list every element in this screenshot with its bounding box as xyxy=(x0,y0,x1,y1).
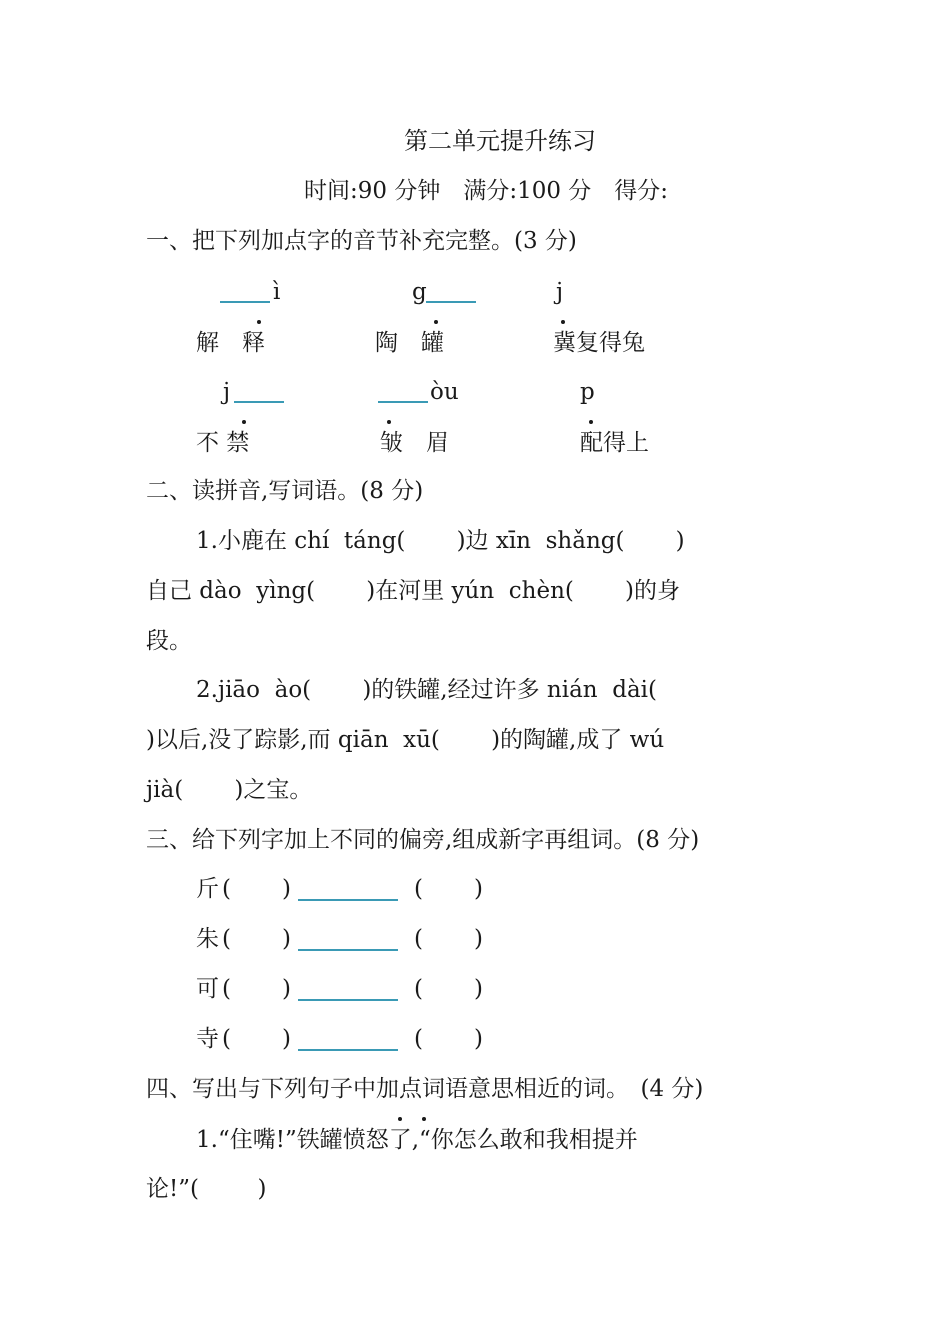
question-line: 自己 dào yìng( )在河里 yún chèn( )的身 xyxy=(146,578,681,604)
pinyin-hint: j xyxy=(556,279,564,305)
question-line: 1.“住嘴!”铁罐愤怒了,“你怎么敢和我相提并 xyxy=(196,1127,638,1153)
radical-char: 寺 xyxy=(196,1026,219,1052)
section-4-heading: 四、写出与下列句子中加点词语意思相近的词。 (4 分) xyxy=(146,1076,704,1102)
paren-close: ) xyxy=(282,876,291,902)
paren-open: ( xyxy=(222,926,231,952)
question-line: 论!”( ) xyxy=(146,1176,267,1202)
emphasis-dot xyxy=(257,320,261,324)
answer-blank[interactable] xyxy=(378,401,428,403)
exam-meta: 时间:90 分钟 满分:100 分 得分: xyxy=(304,178,669,204)
paren-close: ) xyxy=(474,976,483,1002)
section-1-heading: 一、把下列加点字的音节补充完整。(3 分) xyxy=(146,228,577,254)
emphasis-dot xyxy=(422,1117,426,1121)
paren-open: ( xyxy=(414,876,423,902)
page-title: 第二单元提升练习 xyxy=(404,127,596,155)
question-line: 2.jiāo ào( )的铁罐,经过许多 nián dài( xyxy=(196,677,657,703)
answer-blank[interactable] xyxy=(298,999,398,1001)
section-3-heading: 三、给下列字加上不同的偏旁,组成新字再组词。(8 分) xyxy=(146,827,700,853)
answer-blank[interactable] xyxy=(298,1049,398,1051)
pinyin-hint: òu xyxy=(430,379,459,405)
paren-open: ( xyxy=(222,1026,231,1052)
word-taoguan: 陶 罐 xyxy=(375,330,444,356)
paren-open: ( xyxy=(222,976,231,1002)
answer-blank[interactable] xyxy=(298,899,398,901)
answer-blank[interactable] xyxy=(234,401,284,403)
radical-char: 可 xyxy=(196,976,219,1002)
paren-open: ( xyxy=(414,1026,423,1052)
question-line: )以后,没了踪影,而 qiān xū( )的陶罐,成了 wú xyxy=(146,727,665,753)
emphasis-dot xyxy=(387,420,391,424)
radical-char: 朱 xyxy=(196,926,219,952)
pinyin-hint: g xyxy=(412,279,427,305)
emphasis-dot xyxy=(589,420,593,424)
paren-close: ) xyxy=(474,876,483,902)
emphasis-dot xyxy=(561,320,565,324)
answer-blank[interactable] xyxy=(220,301,270,303)
word-jieshi: 解 释 xyxy=(196,330,265,356)
section-2-heading: 二、读拼音,写词语。(8 分) xyxy=(146,478,424,504)
answer-blank[interactable] xyxy=(426,301,476,303)
pinyin-hint: p xyxy=(580,379,595,405)
emphasis-dot xyxy=(398,1117,402,1121)
radical-char: 斤 xyxy=(196,876,219,902)
paren-close: ) xyxy=(282,1026,291,1052)
paren-open: ( xyxy=(222,876,231,902)
paren-open: ( xyxy=(414,926,423,952)
word-bujin: 不 禁 xyxy=(196,430,250,456)
word-zhoumei: 皱 眉 xyxy=(380,430,449,456)
paren-close: ) xyxy=(474,926,483,952)
emphasis-dot xyxy=(242,420,246,424)
question-line: 1.小鹿在 chí táng( )边 xīn shǎng( ) xyxy=(196,528,685,554)
paren-close: ) xyxy=(282,926,291,952)
question-line: jià( )之宝。 xyxy=(146,777,313,803)
word-peideshang: 配得上 xyxy=(580,430,649,456)
pinyin-hint: ì xyxy=(273,279,281,305)
question-line: 段。 xyxy=(146,628,192,654)
paren-open: ( xyxy=(414,976,423,1002)
paren-close: ) xyxy=(474,1026,483,1052)
word-jifudetu: 冀复得兔 xyxy=(553,330,645,356)
pinyin-hint: j xyxy=(223,379,231,405)
paren-close: ) xyxy=(282,976,291,1002)
answer-blank[interactable] xyxy=(298,949,398,951)
emphasis-dot xyxy=(434,320,438,324)
